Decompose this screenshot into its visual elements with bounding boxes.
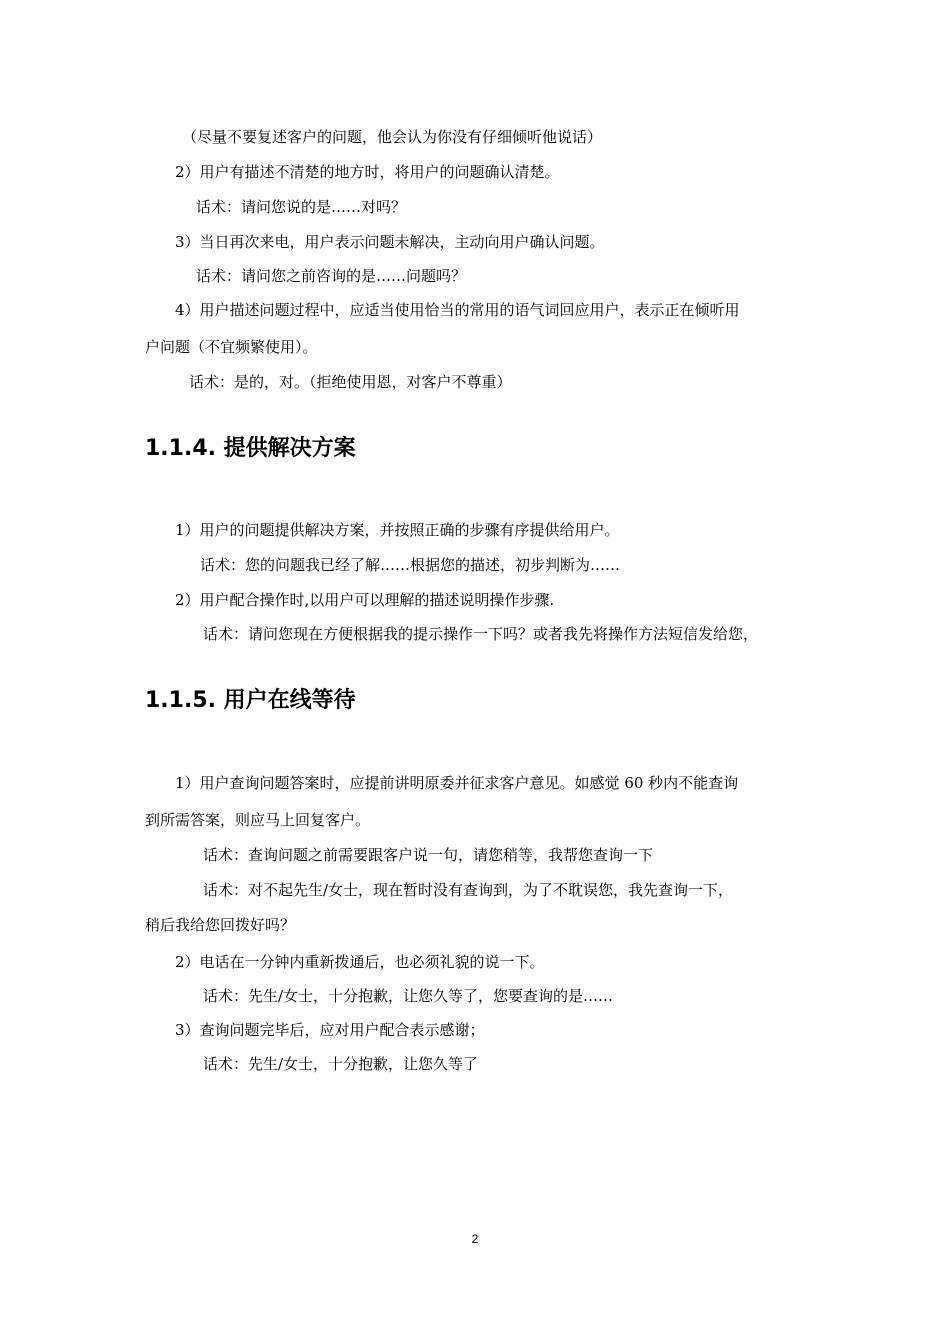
paragraph-line: 到所需答案，则应马上回复客户。 [145,811,371,829]
script-line: 话术：请问您之前咨询的是……问题吗？ [196,267,467,285]
script-line: 话术：查询问题之前需要跟客户说一句，请您稍等，我帮您查询一下 [203,846,654,864]
paragraph-line: 3）查询问题完毕后，应对用户配合表示感谢； [175,1021,485,1039]
script-line: 话术：请问您现在方便根据我的提示操作一下吗？或者我先将操作方法短信发给您， [203,625,759,643]
paragraph-line: 4）用户描述问题过程中，应适当使用恰当的常用的语气词回应用户，表示正在倾听用 [175,301,740,319]
paragraph-line: 户问题（不宜频繁使用）。 [145,338,318,356]
paragraph-line: 2）用户配合操作时,以用户可以理解的描述说明操作步骤. [175,591,555,609]
section-heading-1-1-4: 1.1.4. 提供解决方案 [145,436,356,461]
script-line: 话术：是的，对。（拒绝使用恩，对客户不尊重） [189,373,512,391]
page-number: 2 [471,1232,479,1246]
script-line: 话术：您的问题我已经了解……根据您的描述，初步判断为…… [200,556,621,574]
paragraph-line: 1）用户查询问题答案时，应提前讲明原委并征求客户意见。如感觉 60 秒内不能查询 [175,774,739,792]
paragraph-line: 2）用户有描述不清楚的地方时，将用户的问题确认清楚。 [175,163,560,181]
paragraph-line: （尽量不要复述客户的问题，他会认为你没有仔细倾听他说话） [182,128,603,146]
paragraph-line: 2）电话在一分钟内重新拨通后，也必须礼貌的说一下。 [175,953,545,971]
paragraph-line: 3）当日再次来电，用户表示问题未解决，主动向用户确认问题。 [175,233,605,251]
script-line: 话术：先生/女士，十分抱歉，让您久等了 [203,1055,479,1073]
script-line: 话术：先生/女士，十分抱歉，让您久等了，您要查询的是…… [203,987,614,1005]
script-line: 话术：对不起先生/女士，现在暂时没有查询到，为了不耽误您，我先查询一下， [203,881,734,899]
script-line: 话术：请问您说的是……对吗？ [196,198,407,216]
paragraph-line: 稍后我给您回拨好吗？ [145,916,296,934]
section-heading-1-1-5: 1.1.5. 用户在线等待 [145,688,356,713]
paragraph-line: 1）用户的问题提供解决方案，并按照正确的步骤有序提供给用户。 [175,521,620,539]
